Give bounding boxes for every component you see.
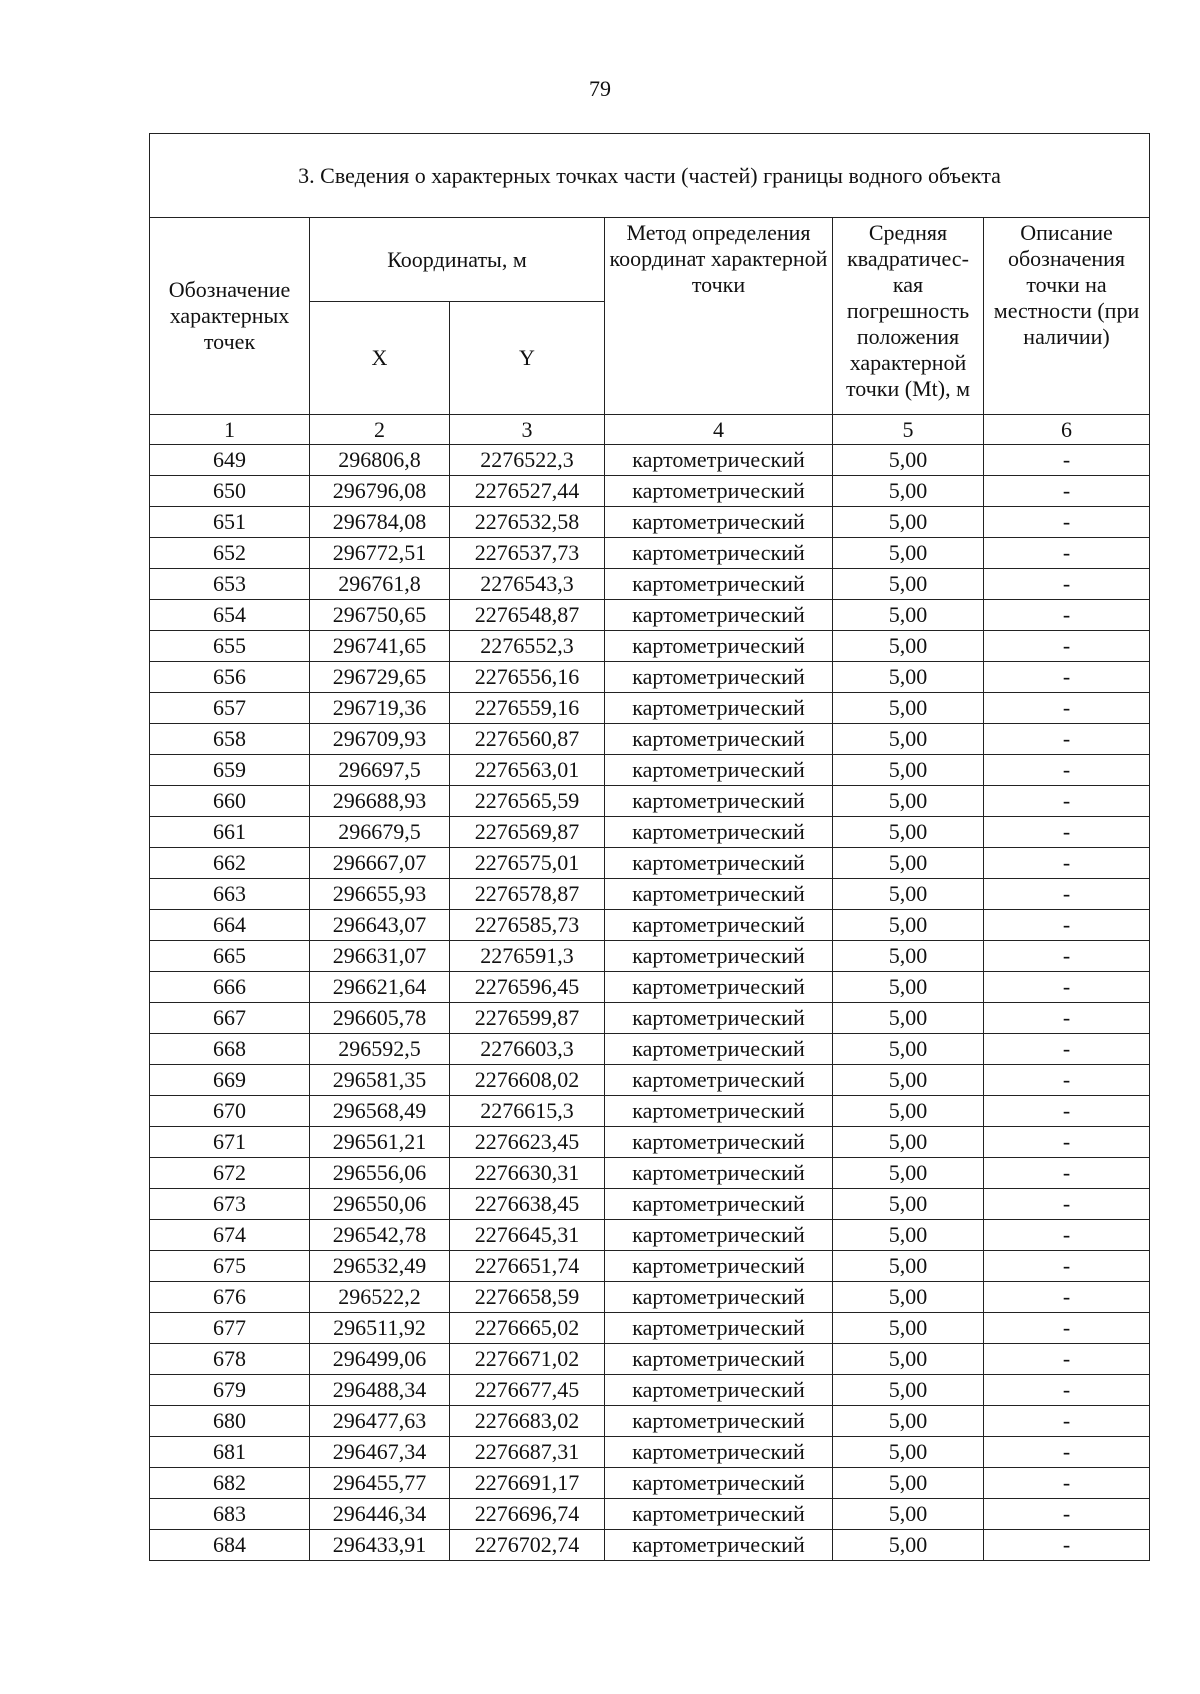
- description-cell: -: [984, 1468, 1150, 1499]
- method-cell: картометрический: [605, 1406, 833, 1437]
- description-cell: -: [984, 941, 1150, 972]
- description-cell: -: [984, 1127, 1150, 1158]
- point-id-cell: 665: [150, 941, 310, 972]
- point-id-cell: 669: [150, 1065, 310, 1096]
- method-cell: картометрический: [605, 1003, 833, 1034]
- y-coordinate-cell: 2276591,3: [450, 941, 605, 972]
- description-cell: -: [984, 1003, 1150, 1034]
- table-row: [150, 631, 1150, 662]
- description-cell: -: [984, 1530, 1150, 1561]
- error-cell: 5,00: [833, 786, 984, 817]
- description-cell: -: [984, 507, 1150, 538]
- description-cell: -: [984, 1251, 1150, 1282]
- x-coordinate-cell: 296688,93: [310, 786, 450, 817]
- description-cell: -: [984, 1344, 1150, 1375]
- method-cell: картометрический: [605, 1468, 833, 1499]
- error-cell: 5,00: [833, 1251, 984, 1282]
- method-cell: картометрический: [605, 786, 833, 817]
- description-cell: -: [984, 1189, 1150, 1220]
- x-coordinate-cell: 296655,93: [310, 879, 450, 910]
- error-cell: 5,00: [833, 848, 984, 879]
- point-id-cell: 657: [150, 693, 310, 724]
- method-cell: картометрический: [605, 569, 833, 600]
- x-coordinate-cell: 296561,21: [310, 1127, 450, 1158]
- point-id-cell: 674: [150, 1220, 310, 1251]
- method-cell: картометрический: [605, 972, 833, 1003]
- column-number: 2: [310, 415, 450, 445]
- table-row: [150, 1065, 1150, 1096]
- header-method: Метод определения координат характерной точки: [605, 218, 833, 415]
- column-number: 6: [984, 415, 1150, 445]
- y-coordinate-cell: 2276596,45: [450, 972, 605, 1003]
- method-cell: картометрический: [605, 693, 833, 724]
- y-coordinate-cell: 2276575,01: [450, 848, 605, 879]
- header-error: Средняя квадратичес-кая погрешность положения характерной точки (Mt), м: [833, 218, 984, 415]
- y-coordinate-cell: 2276548,87: [450, 600, 605, 631]
- x-coordinate-cell: 296477,63: [310, 1406, 450, 1437]
- y-coordinate-cell: 2276537,73: [450, 538, 605, 569]
- description-cell: -: [984, 1158, 1150, 1189]
- table-row: [150, 817, 1150, 848]
- error-cell: 5,00: [833, 910, 984, 941]
- description-cell: -: [984, 1220, 1150, 1251]
- point-id-cell: 653: [150, 569, 310, 600]
- x-coordinate-cell: 296784,08: [310, 507, 450, 538]
- error-cell: 5,00: [833, 879, 984, 910]
- header-point-designation: Обозначение характерных точек: [150, 218, 310, 415]
- y-coordinate-cell: 2276560,87: [450, 724, 605, 755]
- description-cell: -: [984, 1096, 1150, 1127]
- table-row: [150, 1313, 1150, 1344]
- y-coordinate-cell: 2276691,17: [450, 1468, 605, 1499]
- y-coordinate-cell: 2276677,45: [450, 1375, 605, 1406]
- x-coordinate-cell: 296729,65: [310, 662, 450, 693]
- table-row: [150, 1220, 1150, 1251]
- table-title: 3. Сведения о характерных точках части (частей) границы водного объекта: [150, 134, 1150, 218]
- table-row: [150, 1189, 1150, 1220]
- point-id-cell: 678: [150, 1344, 310, 1375]
- x-coordinate-cell: 296741,65: [310, 631, 450, 662]
- description-cell: -: [984, 600, 1150, 631]
- point-id-cell: 675: [150, 1251, 310, 1282]
- y-coordinate-cell: 2276578,87: [450, 879, 605, 910]
- description-cell: -: [984, 1282, 1150, 1313]
- x-coordinate-cell: 296667,07: [310, 848, 450, 879]
- method-cell: картометрический: [605, 600, 833, 631]
- description-cell: -: [984, 786, 1150, 817]
- point-id-cell: 671: [150, 1127, 310, 1158]
- x-coordinate-cell: 296750,65: [310, 600, 450, 631]
- y-coordinate-cell: 2276671,02: [450, 1344, 605, 1375]
- y-coordinate-cell: 2276687,31: [450, 1437, 605, 1468]
- table-row: [150, 662, 1150, 693]
- point-id-cell: 667: [150, 1003, 310, 1034]
- point-id-cell: 679: [150, 1375, 310, 1406]
- error-cell: 5,00: [833, 1003, 984, 1034]
- point-id-cell: 677: [150, 1313, 310, 1344]
- error-cell: 5,00: [833, 817, 984, 848]
- method-cell: картометрический: [605, 1096, 833, 1127]
- method-cell: картометрический: [605, 817, 833, 848]
- table-row: [150, 1158, 1150, 1189]
- error-cell: 5,00: [833, 1034, 984, 1065]
- x-coordinate-cell: 296446,34: [310, 1499, 450, 1530]
- table-row: [150, 507, 1150, 538]
- table-row: [150, 910, 1150, 941]
- point-id-cell: 672: [150, 1158, 310, 1189]
- table-row: [150, 600, 1150, 631]
- table-row: [150, 693, 1150, 724]
- x-coordinate-cell: 296550,06: [310, 1189, 450, 1220]
- point-id-cell: 680: [150, 1406, 310, 1437]
- x-coordinate-cell: 296542,78: [310, 1220, 450, 1251]
- error-cell: 5,00: [833, 1158, 984, 1189]
- y-coordinate-cell: 2276638,45: [450, 1189, 605, 1220]
- point-id-cell: 668: [150, 1034, 310, 1065]
- error-cell: 5,00: [833, 1344, 984, 1375]
- table-row: [150, 941, 1150, 972]
- header-y: Y: [450, 302, 605, 415]
- method-cell: картометрический: [605, 445, 833, 476]
- y-coordinate-cell: 2276630,31: [450, 1158, 605, 1189]
- header-description: Описание обозначения точки на местности (при наличии): [984, 218, 1150, 415]
- x-coordinate-cell: 296488,34: [310, 1375, 450, 1406]
- error-cell: 5,00: [833, 724, 984, 755]
- error-cell: 5,00: [833, 569, 984, 600]
- method-cell: картометрический: [605, 879, 833, 910]
- table-row: [150, 1251, 1150, 1282]
- table-row: [150, 476, 1150, 507]
- error-cell: 5,00: [833, 1406, 984, 1437]
- point-id-cell: 655: [150, 631, 310, 662]
- error-cell: 5,00: [833, 1065, 984, 1096]
- x-coordinate-cell: 296532,49: [310, 1251, 450, 1282]
- point-id-cell: 650: [150, 476, 310, 507]
- x-coordinate-cell: 296709,93: [310, 724, 450, 755]
- error-cell: 5,00: [833, 1282, 984, 1313]
- error-cell: 5,00: [833, 941, 984, 972]
- error-cell: 5,00: [833, 1127, 984, 1158]
- table-row: [150, 1096, 1150, 1127]
- boundary-points-table: [149, 133, 1150, 1561]
- y-coordinate-cell: 2276565,59: [450, 786, 605, 817]
- error-cell: 5,00: [833, 1530, 984, 1561]
- y-coordinate-cell: 2276645,31: [450, 1220, 605, 1251]
- point-id-cell: 664: [150, 910, 310, 941]
- y-coordinate-cell: 2276527,44: [450, 476, 605, 507]
- y-coordinate-cell: 2276585,73: [450, 910, 605, 941]
- column-number: 4: [605, 415, 833, 445]
- table-row: [150, 755, 1150, 786]
- x-coordinate-cell: 296467,34: [310, 1437, 450, 1468]
- description-cell: -: [984, 445, 1150, 476]
- y-coordinate-cell: 2276665,02: [450, 1313, 605, 1344]
- method-cell: картометрический: [605, 1189, 833, 1220]
- table-row: [150, 538, 1150, 569]
- table-row: [150, 879, 1150, 910]
- table-row: [150, 786, 1150, 817]
- point-id-cell: 649: [150, 445, 310, 476]
- error-cell: 5,00: [833, 693, 984, 724]
- method-cell: картометрический: [605, 1499, 833, 1530]
- x-coordinate-cell: 296806,8: [310, 445, 450, 476]
- method-cell: картометрический: [605, 662, 833, 693]
- x-coordinate-cell: 296772,51: [310, 538, 450, 569]
- y-coordinate-cell: 2276532,58: [450, 507, 605, 538]
- method-cell: картометрический: [605, 910, 833, 941]
- error-cell: 5,00: [833, 1220, 984, 1251]
- point-id-cell: 662: [150, 848, 310, 879]
- description-cell: -: [984, 693, 1150, 724]
- table-row: [150, 1437, 1150, 1468]
- description-cell: -: [984, 724, 1150, 755]
- point-id-cell: 684: [150, 1530, 310, 1561]
- description-cell: -: [984, 817, 1150, 848]
- x-coordinate-cell: 296605,78: [310, 1003, 450, 1034]
- y-coordinate-cell: 2276615,3: [450, 1096, 605, 1127]
- table-row: [150, 445, 1150, 476]
- method-cell: картометрический: [605, 1220, 833, 1251]
- description-cell: -: [984, 848, 1150, 879]
- x-coordinate-cell: 296643,07: [310, 910, 450, 941]
- header-coordinates: Координаты, м: [310, 218, 605, 302]
- y-coordinate-cell: 2276552,3: [450, 631, 605, 662]
- point-id-cell: 661: [150, 817, 310, 848]
- description-cell: -: [984, 879, 1150, 910]
- method-cell: картометрический: [605, 724, 833, 755]
- point-id-cell: 660: [150, 786, 310, 817]
- table-row: [150, 1003, 1150, 1034]
- description-cell: -: [984, 662, 1150, 693]
- y-coordinate-cell: 2276702,74: [450, 1530, 605, 1561]
- table-row: [150, 972, 1150, 1003]
- method-cell: картометрический: [605, 755, 833, 786]
- point-id-cell: 673: [150, 1189, 310, 1220]
- column-number: 5: [833, 415, 984, 445]
- method-cell: картометрический: [605, 1313, 833, 1344]
- table-body: [150, 445, 1150, 1561]
- table-row: [150, 1344, 1150, 1375]
- table-row: [150, 1499, 1150, 1530]
- x-coordinate-cell: 296556,06: [310, 1158, 450, 1189]
- description-cell: -: [984, 1313, 1150, 1344]
- method-cell: картометрический: [605, 1034, 833, 1065]
- error-cell: 5,00: [833, 972, 984, 1003]
- column-number: 3: [450, 415, 605, 445]
- description-cell: -: [984, 1034, 1150, 1065]
- error-cell: 5,00: [833, 600, 984, 631]
- error-cell: 5,00: [833, 1468, 984, 1499]
- description-cell: -: [984, 755, 1150, 786]
- error-cell: 5,00: [833, 445, 984, 476]
- method-cell: картометрический: [605, 1158, 833, 1189]
- point-id-cell: 658: [150, 724, 310, 755]
- method-cell: картометрический: [605, 941, 833, 972]
- table-row: [150, 1127, 1150, 1158]
- y-coordinate-cell: 2276696,74: [450, 1499, 605, 1530]
- x-coordinate-cell: 296592,5: [310, 1034, 450, 1065]
- x-coordinate-cell: 296499,06: [310, 1344, 450, 1375]
- x-coordinate-cell: 296581,35: [310, 1065, 450, 1096]
- point-id-cell: 651: [150, 507, 310, 538]
- error-cell: 5,00: [833, 507, 984, 538]
- description-cell: -: [984, 476, 1150, 507]
- table-row: [150, 724, 1150, 755]
- method-cell: картометрический: [605, 1065, 833, 1096]
- point-id-cell: 659: [150, 755, 310, 786]
- method-cell: картометрический: [605, 1251, 833, 1282]
- column-number: 1: [150, 415, 310, 445]
- table-row: [150, 1468, 1150, 1499]
- method-cell: картометрический: [605, 1344, 833, 1375]
- error-cell: 5,00: [833, 476, 984, 507]
- method-cell: картометрический: [605, 1437, 833, 1468]
- error-cell: 5,00: [833, 631, 984, 662]
- description-cell: -: [984, 538, 1150, 569]
- description-cell: -: [984, 910, 1150, 941]
- table-row: [150, 1034, 1150, 1065]
- y-coordinate-cell: 2276651,74: [450, 1251, 605, 1282]
- error-cell: 5,00: [833, 662, 984, 693]
- table-row: [150, 1282, 1150, 1313]
- x-coordinate-cell: 296455,77: [310, 1468, 450, 1499]
- y-coordinate-cell: 2276563,01: [450, 755, 605, 786]
- error-cell: 5,00: [833, 1096, 984, 1127]
- x-coordinate-cell: 296621,64: [310, 972, 450, 1003]
- point-id-cell: 681: [150, 1437, 310, 1468]
- x-coordinate-cell: 296511,92: [310, 1313, 450, 1344]
- y-coordinate-cell: 2276543,3: [450, 569, 605, 600]
- point-id-cell: 683: [150, 1499, 310, 1530]
- point-id-cell: 676: [150, 1282, 310, 1313]
- y-coordinate-cell: 2276569,87: [450, 817, 605, 848]
- table-row: [150, 1375, 1150, 1406]
- y-coordinate-cell: 2276522,3: [450, 445, 605, 476]
- error-cell: 5,00: [833, 1437, 984, 1468]
- description-cell: -: [984, 631, 1150, 662]
- y-coordinate-cell: 2276658,59: [450, 1282, 605, 1313]
- description-cell: -: [984, 972, 1150, 1003]
- y-coordinate-cell: 2276603,3: [450, 1034, 605, 1065]
- x-coordinate-cell: 296761,8: [310, 569, 450, 600]
- error-cell: 5,00: [833, 1189, 984, 1220]
- point-id-cell: 670: [150, 1096, 310, 1127]
- error-cell: 5,00: [833, 538, 984, 569]
- error-cell: 5,00: [833, 1313, 984, 1344]
- method-cell: картометрический: [605, 848, 833, 879]
- x-coordinate-cell: 296522,2: [310, 1282, 450, 1313]
- description-cell: -: [984, 1065, 1150, 1096]
- y-coordinate-cell: 2276556,16: [450, 662, 605, 693]
- point-id-cell: 666: [150, 972, 310, 1003]
- page-number: 79: [589, 76, 611, 101]
- y-coordinate-cell: 2276608,02: [450, 1065, 605, 1096]
- method-cell: картометрический: [605, 631, 833, 662]
- y-coordinate-cell: 2276559,16: [450, 693, 605, 724]
- x-coordinate-cell: 296433,91: [310, 1530, 450, 1561]
- table-row: [150, 569, 1150, 600]
- x-coordinate-cell: 296568,49: [310, 1096, 450, 1127]
- x-coordinate-cell: 296631,07: [310, 941, 450, 972]
- x-coordinate-cell: 296679,5: [310, 817, 450, 848]
- table-row: [150, 1530, 1150, 1561]
- error-cell: 5,00: [833, 1375, 984, 1406]
- x-coordinate-cell: 296719,36: [310, 693, 450, 724]
- header-x: X: [310, 302, 450, 415]
- description-cell: -: [984, 1499, 1150, 1530]
- point-id-cell: 682: [150, 1468, 310, 1499]
- y-coordinate-cell: 2276599,87: [450, 1003, 605, 1034]
- x-coordinate-cell: 296796,08: [310, 476, 450, 507]
- description-cell: -: [984, 1375, 1150, 1406]
- method-cell: картометрический: [605, 1127, 833, 1158]
- x-coordinate-cell: 296697,5: [310, 755, 450, 786]
- point-id-cell: 654: [150, 600, 310, 631]
- point-id-cell: 652: [150, 538, 310, 569]
- table-row: [150, 848, 1150, 879]
- method-cell: картометрический: [605, 538, 833, 569]
- description-cell: -: [984, 1406, 1150, 1437]
- y-coordinate-cell: 2276623,45: [450, 1127, 605, 1158]
- point-id-cell: 663: [150, 879, 310, 910]
- y-coordinate-cell: 2276683,02: [450, 1406, 605, 1437]
- method-cell: картометрический: [605, 507, 833, 538]
- column-numbers-row: [150, 415, 1150, 445]
- point-id-cell: 656: [150, 662, 310, 693]
- error-cell: 5,00: [833, 755, 984, 786]
- description-cell: -: [984, 569, 1150, 600]
- table-row: [150, 1406, 1150, 1437]
- method-cell: картометрический: [605, 1530, 833, 1561]
- description-cell: -: [984, 1437, 1150, 1468]
- error-cell: 5,00: [833, 1499, 984, 1530]
- method-cell: картометрический: [605, 476, 833, 507]
- method-cell: картометрический: [605, 1282, 833, 1313]
- method-cell: картометрический: [605, 1375, 833, 1406]
